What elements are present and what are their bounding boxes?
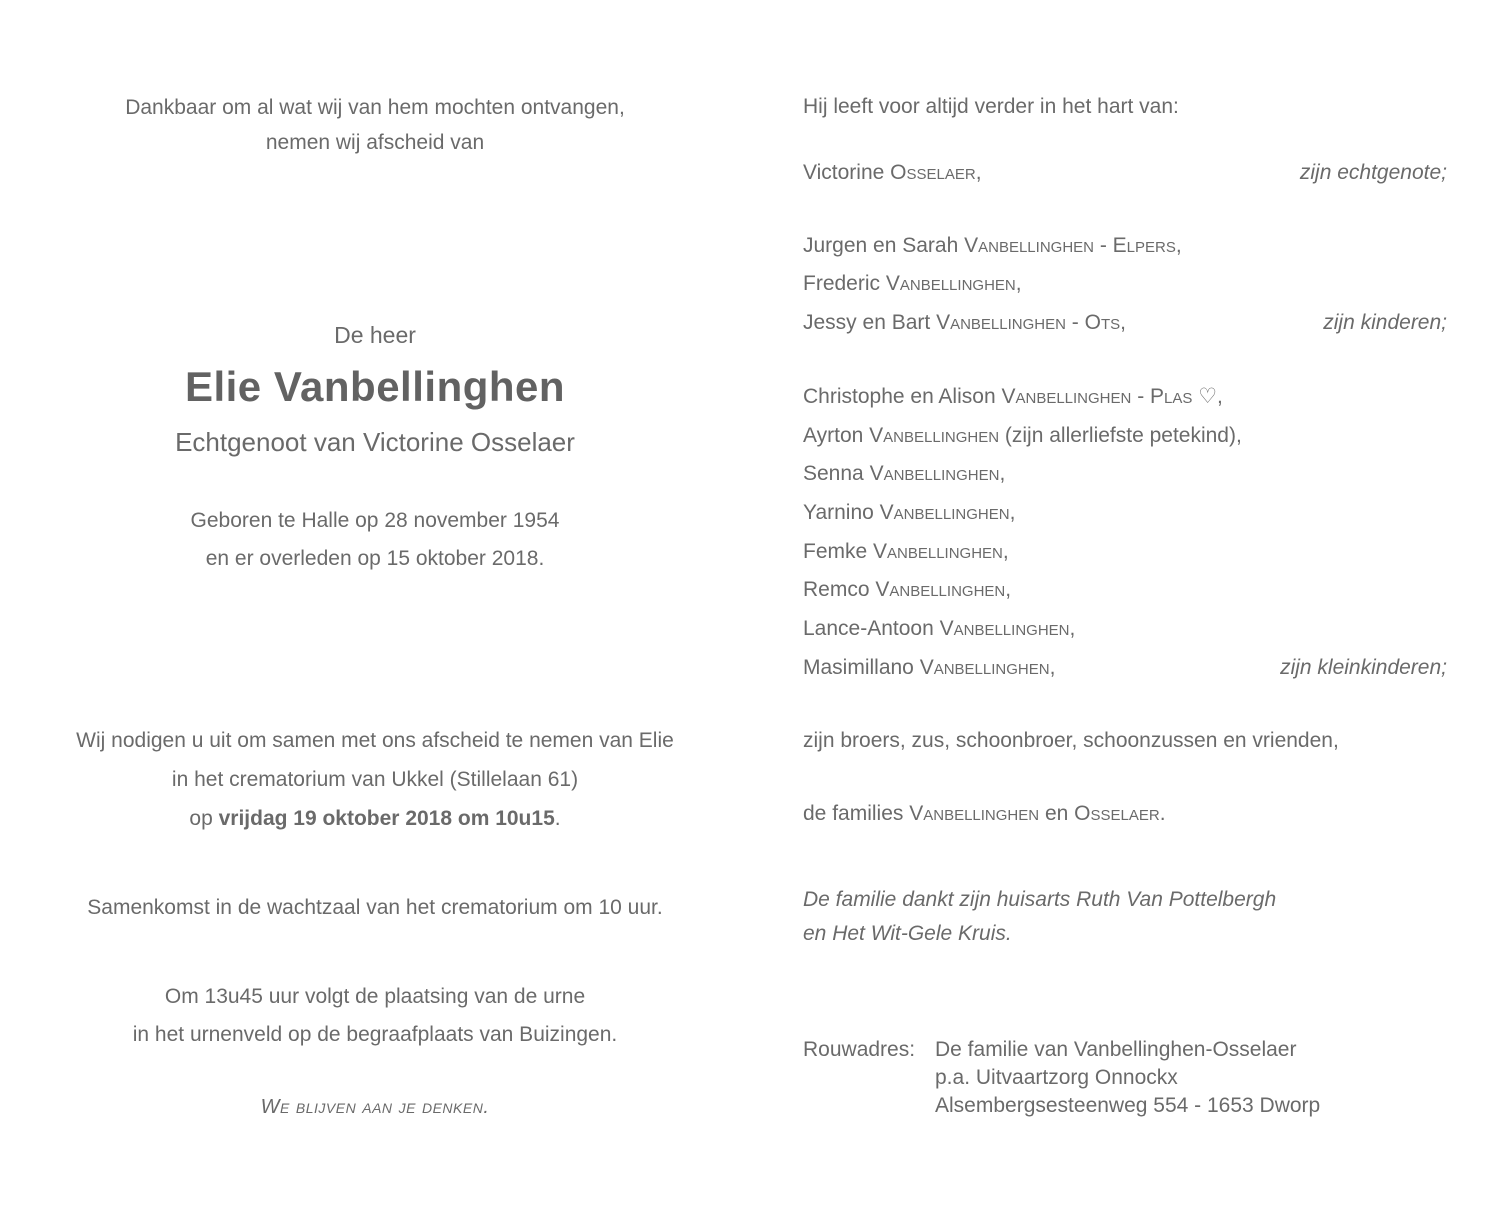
family-line [803,417,1447,456]
family-line [803,455,1447,494]
died-line: en er overleden op 15 oktober 2018. [205,547,545,570]
family-line [803,610,1447,649]
family-name-text: Jessy en Bart Vanbellinghen - Ots, [803,311,1126,335]
intro-line-2: nemen wij afscheid van [265,131,485,154]
family-name-text: Senna Vanbellinghen, [803,462,1006,486]
mourning-address-line-3: Alsembergsesteenweg 554 - 1653 Dworp [935,1093,1321,1117]
mourning-address [803,1036,1447,1120]
urn-line-2: in het urnenveld op de begraafplaats van Buizingen. [132,1023,618,1046]
mourning-address-label: Rouwadres: [803,1037,916,1061]
remembrance-motto: We blijven aan je denken. [260,1096,490,1118]
family-name-text: Masimillano Vanbellinghen, [803,655,1056,679]
gathering-info: Samenkomst in de wachtzaal van het crematorium om 10 uur. [87,896,663,919]
deceased-name: Elie Vanbellinghen [184,363,566,410]
family-line [803,494,1447,533]
survivors-heading: Hij leeft voor altijd verder in het hart van: [803,95,1179,118]
family-line [803,265,1447,304]
family-name-text: zijn broers, zus, schoonbroer, schoonzussen en vrienden, [803,729,1339,753]
invite-line-3 [40,799,710,838]
family-name-text: Jurgen en Sarah Vanbellinghen - Elpers, [803,233,1182,257]
invite-line-3-post: . [554,807,561,830]
mourning-address-line-2: p.a. Uitvaartzorg Onnockx [935,1065,1178,1089]
family-line [803,304,1447,343]
life-dates [40,502,710,578]
urn-placement-info [40,978,710,1054]
family-line [803,571,1447,610]
family-name-text: Christophe en Alison Vanbellinghen - Plas ♡, [803,384,1223,408]
spouse-subtitle: Echtgenoot van Victorine Osselaer [175,427,575,457]
family-line [803,533,1447,572]
born-line: Geboren te Halle op 28 november 1954 [190,509,560,532]
family-name-text: Remco Vanbellinghen, [803,578,1012,602]
heart-icon: ♡, [1192,384,1223,408]
thanks-line-1: De familie dankt zijn huisarts Ruth Van Pottelbergh [803,887,1277,911]
survivors-column [803,88,1447,1120]
family-line [803,649,1447,688]
urn-line-1: Om 13u45 uur volgt de plaatsing van de urne [164,985,586,1008]
ceremony-datetime: vrijdag 19 oktober 2018 om 10u15 [218,807,555,830]
intro-text [40,90,710,160]
deceased-block [40,320,710,462]
invite-line-2: in het crematorium van Ukkel (Stillelaan 61) [171,768,579,791]
family-name-text: Ayrton Vanbellinghen (zijn allerliefste petekind), [803,423,1242,447]
invite-line-1: Wij nodigen u uit om samen met ons afscheid te nemen van Elie [76,729,674,752]
invite-line-3-pre: op [189,807,219,830]
relation-label: zijn kleinkinderen; [1280,655,1447,679]
mourning-address-lines [935,1036,1320,1120]
family-line [803,227,1447,266]
relation-label: zijn kinderen; [1323,311,1447,335]
family-name-text: Yarnino Vanbellinghen, [803,500,1016,524]
thanks-note [803,883,1447,951]
intro-line-1: Dankbaar om al wat wij van hem mochten ontvangen, [125,96,625,119]
family-name-text: Femke Vanbellinghen, [803,539,1009,563]
family-line [803,795,1447,834]
family-name-text: Victorine Osselaer, [803,161,982,184]
ceremony-invitation [40,721,710,838]
family-name-text: Frederic Vanbellinghen, [803,272,1022,296]
relation-label: zijn echtgenote; [1299,161,1447,184]
family-line [803,722,1447,761]
family-line [803,378,1447,417]
mourning-address-line-1: De familie van Vanbellinghen-Osselaer [935,1037,1297,1061]
thanks-line-2: en Het Wit-Gele Kruis. [803,921,1012,945]
salutation: De heer [334,322,416,348]
family-name-text: de families Vanbellinghen en Osselaer. [803,802,1166,826]
family-line [803,154,1447,193]
family-name-text: Lance-Antoon Vanbellinghen, [803,617,1076,641]
